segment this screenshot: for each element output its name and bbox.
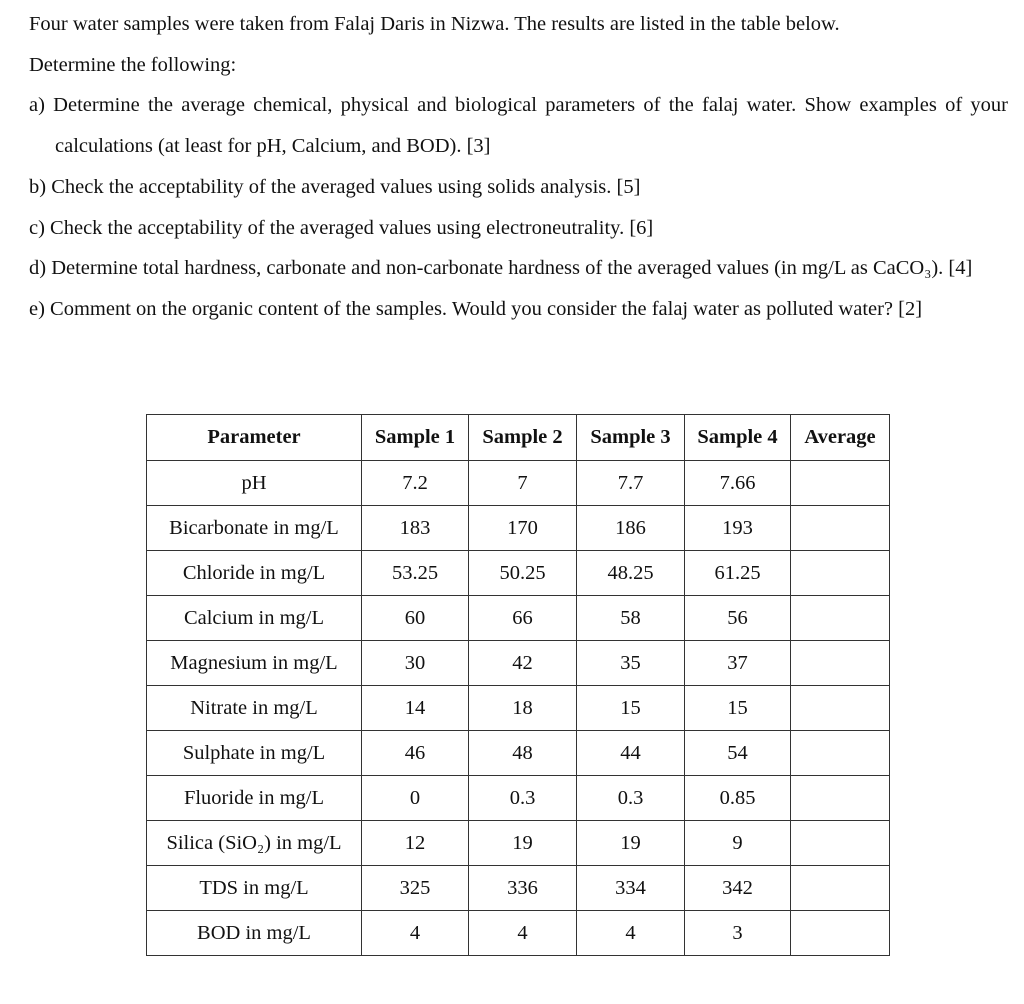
average-cell: [791, 506, 890, 551]
intro-paragraph: Four water samples were taken from Falaj Daris in Nizwa. The results are listed in the table below.: [29, 13, 840, 35]
value-cell: 30: [362, 641, 469, 686]
value-cell: 4: [362, 911, 469, 956]
average-cell: [791, 686, 890, 731]
value-cell: 12: [362, 821, 469, 866]
value-cell: 19: [577, 821, 685, 866]
parameter-cell: BOD in mg/L: [147, 911, 362, 956]
value-cell: 18: [469, 686, 577, 731]
average-cell: [791, 776, 890, 821]
table-row: [147, 551, 890, 596]
header-cell: Parameter: [147, 415, 362, 461]
average-cell: [791, 461, 890, 506]
table-row: [147, 731, 890, 776]
water-sample-table: [146, 414, 890, 956]
table-row: [147, 596, 890, 641]
value-cell: 170: [469, 506, 577, 551]
value-cell: 15: [577, 686, 685, 731]
average-cell: [791, 866, 890, 911]
header-cell: Sample 4: [685, 415, 791, 461]
value-cell: 325: [362, 866, 469, 911]
table-row: [147, 821, 890, 866]
value-cell: 56: [685, 596, 791, 641]
value-cell: 0.3: [469, 776, 577, 821]
value-cell: 15: [685, 686, 791, 731]
value-cell: 48.25: [577, 551, 685, 596]
value-cell: 7.7: [577, 461, 685, 506]
instruction-paragraph: Determine the following:: [29, 53, 237, 76]
value-cell: 336: [469, 866, 577, 911]
average-cell: [791, 731, 890, 776]
table-header-row: [147, 415, 890, 461]
value-cell: 46: [362, 731, 469, 776]
question-text: [29, 4, 1008, 330]
value-cell: 14: [362, 686, 469, 731]
parameter-cell: TDS in mg/L: [147, 866, 362, 911]
value-cell: 60: [362, 596, 469, 641]
value-cell: 53.25: [362, 551, 469, 596]
table-row: [147, 641, 890, 686]
parameter-cell: Silica (SiO₂) in mg/L: [147, 821, 362, 866]
table-row: [147, 461, 890, 506]
value-cell: 186: [577, 506, 685, 551]
table-row: [147, 911, 890, 956]
parameter-cell: Fluoride in mg/L: [147, 776, 362, 821]
parameter-cell: pH: [147, 461, 362, 506]
value-cell: 4: [577, 911, 685, 956]
header-cell: Sample 3: [577, 415, 685, 461]
value-cell: 19: [469, 821, 577, 866]
table-row: [147, 776, 890, 821]
value-cell: 35: [577, 641, 685, 686]
average-cell: [791, 821, 890, 866]
header-cell: Sample 2: [469, 415, 577, 461]
table-row: [147, 686, 890, 731]
value-cell: 7.66: [685, 461, 791, 506]
value-cell: 4: [469, 911, 577, 956]
value-cell: 48: [469, 731, 577, 776]
value-cell: 183: [362, 506, 469, 551]
average-cell: [791, 641, 890, 686]
value-cell: 0: [362, 776, 469, 821]
value-cell: 58: [577, 596, 685, 641]
value-cell: 193: [685, 506, 791, 551]
value-cell: 342: [685, 866, 791, 911]
value-cell: 7.2: [362, 461, 469, 506]
value-cell: 7: [469, 461, 577, 506]
parameter-cell: Sulphate in mg/L: [147, 731, 362, 776]
value-cell: 3: [685, 911, 791, 956]
value-cell: 0.3: [577, 776, 685, 821]
table-row: [147, 506, 890, 551]
question-e: e) Comment on the organic content of the samples. Would you consider the falaj water as polluted water? [2]: [29, 297, 923, 320]
header-cell: Average: [791, 415, 890, 461]
parameter-cell: Nitrate in mg/L: [147, 686, 362, 731]
question-d: d) Determine total hardness, carbonate and non-carbonate hardness of the averaged values (in mg/L as CaCO₃). [4]: [29, 257, 973, 280]
average-cell: [791, 596, 890, 641]
parameter-cell: Chloride in mg/L: [147, 551, 362, 596]
value-cell: 9: [685, 821, 791, 866]
value-cell: 61.25: [685, 551, 791, 596]
value-cell: 42: [469, 641, 577, 686]
parameter-cell: Calcium in mg/L: [147, 596, 362, 641]
question-b: b) Check the acceptability of the averaged values using solids analysis. [5]: [29, 175, 641, 198]
question-a: a) Determine the average chemical, physical and biological parameters of the falaj water. Show examples of your calculations (at least for pH, Calcium, and BOD). [3]: [29, 94, 1008, 158]
average-cell: [791, 551, 890, 596]
value-cell: 66: [469, 596, 577, 641]
parameter-cell: Bicarbonate in mg/L: [147, 506, 362, 551]
value-cell: 0.85: [685, 776, 791, 821]
average-cell: [791, 911, 890, 956]
parameter-cell: Magnesium in mg/L: [147, 641, 362, 686]
question-c: c) Check the acceptability of the averaged values using electroneutrality. [6]: [29, 216, 654, 239]
value-cell: 50.25: [469, 551, 577, 596]
table-row: [147, 866, 890, 911]
value-cell: 54: [685, 731, 791, 776]
value-cell: 44: [577, 731, 685, 776]
header-cell: Sample 1: [362, 415, 469, 461]
value-cell: 37: [685, 641, 791, 686]
value-cell: 334: [577, 866, 685, 911]
